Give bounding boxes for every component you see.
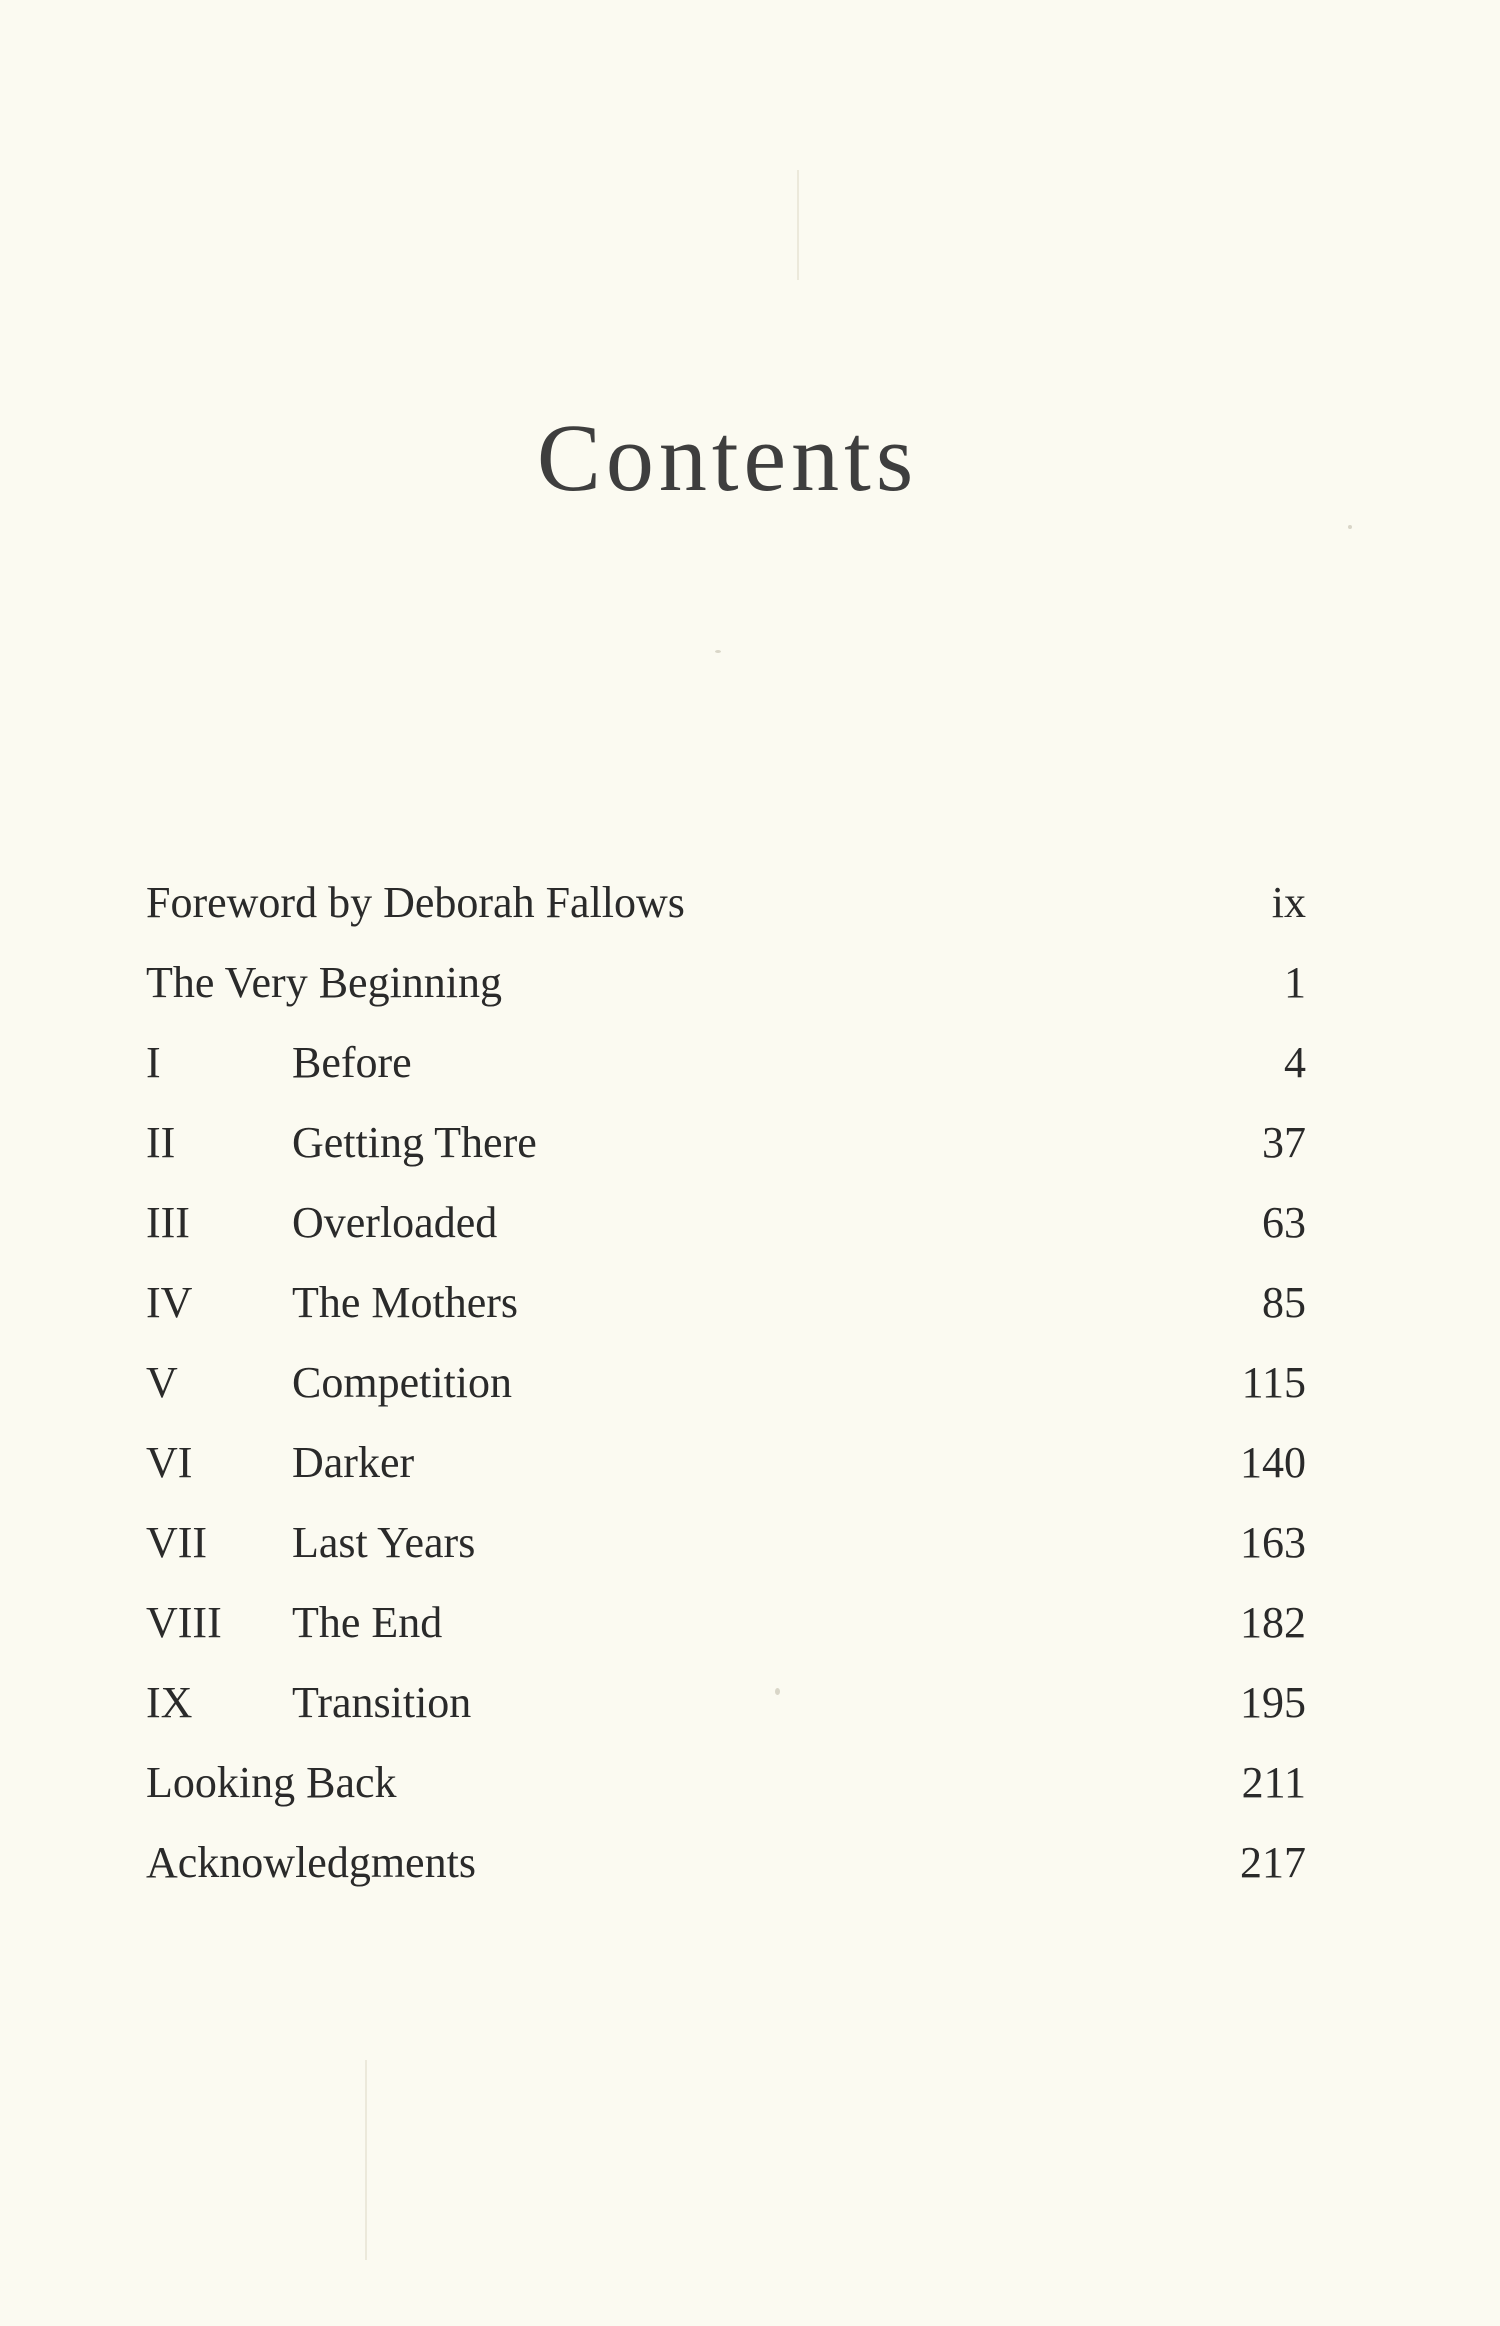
chapter-number: IX — [146, 1678, 193, 1727]
toc-entry-page: 140 — [1240, 1438, 1306, 1487]
toc-entry-page: 4 — [1284, 1038, 1306, 1087]
toc-entry — [146, 1195, 1306, 1275]
toc-entry-title: The End — [292, 1598, 443, 1647]
page-title: Contents — [536, 404, 919, 511]
toc-entry — [146, 1675, 1306, 1755]
toc-entry — [146, 1755, 1306, 1835]
chapter-number: VIII — [146, 1598, 222, 1647]
toc-entry-page: 211 — [1241, 1758, 1306, 1807]
toc-entry-page: ix — [1271, 878, 1306, 927]
table-of-contents — [146, 875, 1306, 1915]
chapter-number: III — [146, 1198, 190, 1247]
toc-entry-title: Foreword by Deborah Fallows — [146, 878, 685, 927]
toc-entry — [146, 1595, 1306, 1675]
toc-entry-page: 63 — [1262, 1198, 1306, 1247]
toc-entry-title: Darker — [292, 1438, 415, 1487]
toc-entry — [146, 955, 1306, 1035]
toc-entry — [146, 1355, 1306, 1435]
toc-entry — [146, 875, 1306, 955]
toc-entry-title: Overloaded — [292, 1198, 498, 1247]
chapter-number: IV — [146, 1278, 193, 1327]
toc-entry-page: 217 — [1240, 1838, 1306, 1887]
chapter-number: V — [146, 1358, 178, 1407]
toc-entry-title: Acknowledgments — [146, 1838, 476, 1887]
paper-speck — [1348, 525, 1352, 529]
toc-entry-page: 195 — [1240, 1678, 1306, 1727]
toc-entry-title: Transition — [292, 1678, 472, 1727]
toc-entry-title: The Mothers — [292, 1278, 519, 1327]
toc-entry-page: 1 — [1284, 958, 1306, 1007]
toc-entry — [146, 1275, 1306, 1355]
toc-entry — [146, 1115, 1306, 1195]
toc-entry-title: Last Years — [292, 1518, 476, 1567]
toc-entry — [146, 1035, 1306, 1115]
toc-entry-page: 182 — [1240, 1598, 1306, 1647]
toc-entry-page: 85 — [1262, 1278, 1306, 1327]
toc-entry-page: 37 — [1262, 1118, 1306, 1167]
paper-speck — [715, 650, 721, 653]
toc-entry-title: Before — [292, 1038, 412, 1087]
toc-entry-title: Competition — [292, 1358, 512, 1407]
toc-entry — [146, 1435, 1306, 1515]
chapter-number: I — [146, 1038, 161, 1087]
toc-entry — [146, 1515, 1306, 1595]
chapter-number: VII — [146, 1518, 208, 1567]
toc-entry-title: The Very Beginning — [146, 958, 503, 1007]
toc-entry-page: 163 — [1240, 1518, 1306, 1567]
paper-mark — [365, 2060, 367, 2260]
chapter-number: II — [146, 1118, 176, 1167]
toc-entry-title: Getting There — [292, 1118, 537, 1167]
chapter-number: VI — [146, 1438, 193, 1487]
toc-entry-page: 115 — [1241, 1358, 1306, 1407]
toc-entry-title: Looking Back — [146, 1758, 397, 1807]
toc-entry — [146, 1835, 1306, 1915]
paper-mark — [797, 170, 799, 280]
